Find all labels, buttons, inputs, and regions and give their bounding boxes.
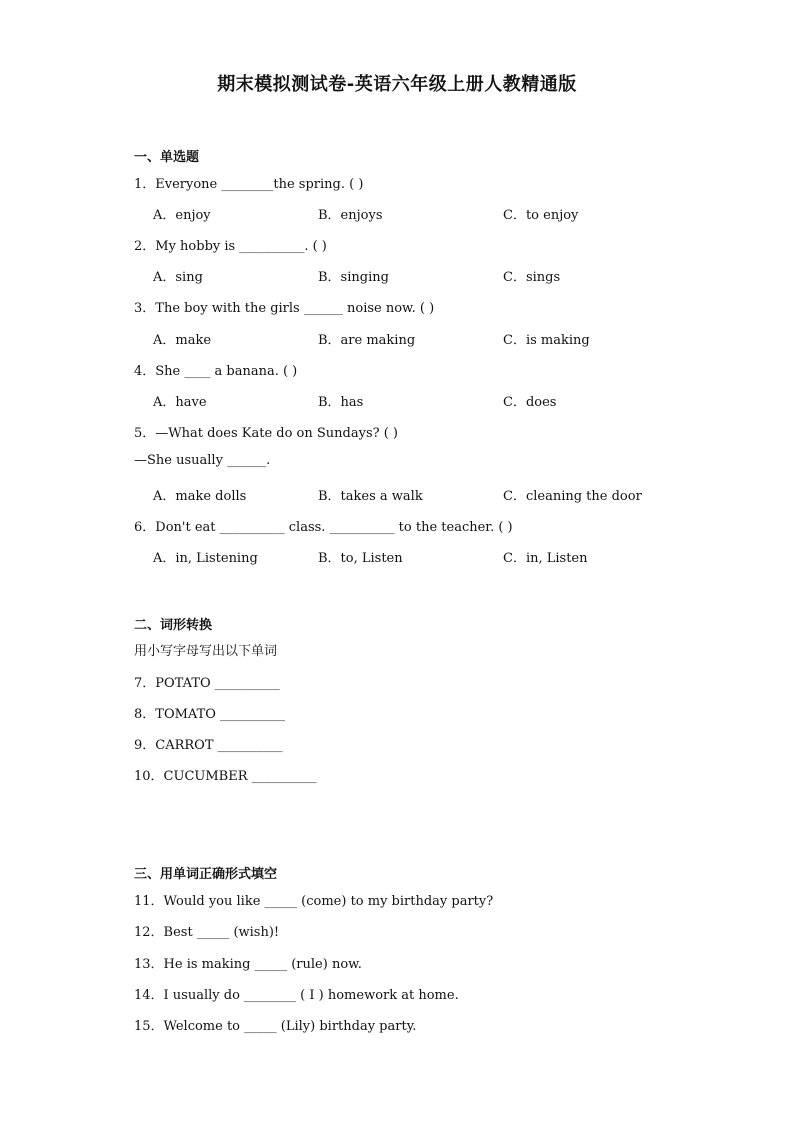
question-6: 6．Don't eat __________ class. __________ to the teacher. ( ) [134, 520, 513, 535]
question-11: 11．Would you like _____ (come) to my birthday party? [134, 894, 494, 909]
option-6b: B．to, Listen [318, 551, 403, 566]
question-15: 15．Welcome to _____ (Lily) birthday party. [134, 1019, 417, 1034]
section-heading-fill-blanks: 三、用单词正确形式填空 [134, 867, 278, 882]
section-instruction: 用小写字母写出以下单词 [134, 644, 278, 659]
question-8: 8．TOMATO __________ [134, 707, 286, 722]
section-heading-word-forms: 二、词形转换 [134, 618, 213, 633]
question-7: 7．POTATO __________ [134, 676, 280, 691]
question-13: 13．He is making _____ (rule) now. [134, 957, 362, 972]
question-9: 9．CARROT __________ [134, 738, 283, 753]
question-12: 12．Best _____ (wish)! [134, 925, 280, 940]
option-3c: C．is making [503, 333, 590, 348]
option-5b: B．takes a walk [318, 489, 423, 504]
option-6a: A．in, Listening [153, 551, 258, 566]
option-5a: A．make dolls [153, 489, 247, 504]
option-2b: B．singing [318, 270, 389, 285]
option-2c: C．sings [503, 270, 561, 285]
question-5: 5．—What does Kate do on Sundays? ( ) [134, 426, 398, 441]
question-1: 1．Everyone ________the spring. ( ) [134, 177, 364, 192]
question-3: 3．The boy with the girls ______ noise now. ( ) [134, 301, 435, 316]
exam-title: 期末模拟测试卷-英语六年级上册人教精通版 [217, 74, 577, 95]
section-heading-single-choice: 一、单选题 [134, 150, 200, 165]
option-2a: A．sing [153, 270, 203, 285]
option-1a: A．enjoy [153, 208, 211, 223]
option-3b: B．are making [318, 333, 416, 348]
question-14: 14．I usually do ________ ( I ) homework at home. [134, 988, 459, 1003]
question-5-response: —She usually ______. [134, 453, 271, 468]
option-1b: B．enjoys [318, 208, 383, 223]
question-10: 10．CUCUMBER __________ [134, 769, 317, 784]
option-4a: A．have [153, 395, 207, 410]
question-2: 2．My hobby is __________. ( ) [134, 239, 327, 254]
option-4b: B．has [318, 395, 364, 410]
question-4: 4．She ____ a banana. ( ) [134, 364, 298, 379]
option-1c: C．to enjoy [503, 208, 579, 223]
option-5c: C．cleaning the door [503, 489, 642, 504]
option-6c: C．in, Listen [503, 551, 588, 566]
option-3a: A．make [153, 333, 212, 348]
option-4c: C．does [503, 395, 557, 410]
